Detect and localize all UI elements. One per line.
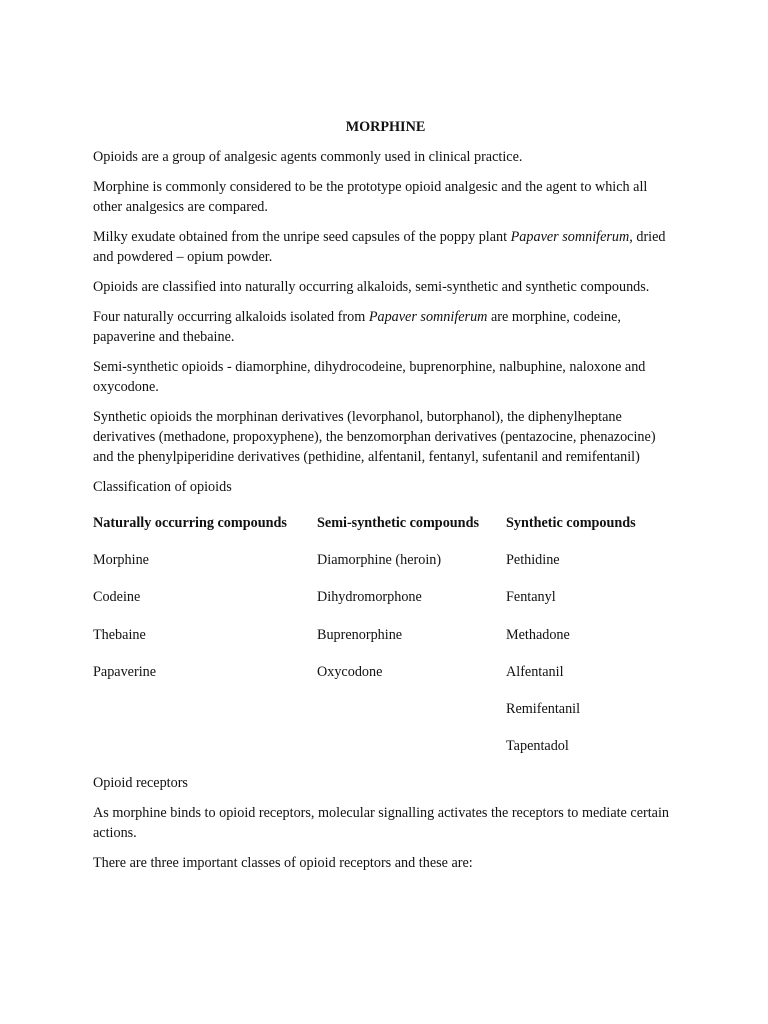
- text-segment: dried and powdered – opium powder.: [93, 229, 666, 265]
- column-header-synthetic: Synthetic compounds: [506, 515, 636, 531]
- table-row: [93, 550, 678, 587]
- text-segment: are morphine, codeine, papaverine and thebaine.: [93, 309, 621, 345]
- paragraph-receptor-classes: There are three important classes of opioid receptors and these are:: [93, 855, 473, 872]
- table-cell: Dihydromorphone: [317, 589, 422, 606]
- text-segment: Milky exudate obtained from the unripe seed capsules of the poppy plant: [93, 229, 511, 245]
- table-row: [93, 736, 678, 773]
- table-row: [93, 625, 678, 662]
- paragraph-semi-synthetic: Semi-synthetic opioids - diamorphine, dihydrocodeine, buprenorphine, nalbuphine, naloxone and oxycodone.: [93, 359, 646, 395]
- italic-species-name: Papaver somniferum: [368, 309, 488, 325]
- paragraph-opium-powder: [93, 227, 678, 267]
- classification-table: [93, 513, 678, 773]
- table-cell: Fentanyl: [506, 589, 556, 606]
- column-header-natural: Naturally occurring compounds: [93, 515, 287, 531]
- paragraph-morphine-prototype: Morphine is commonly considered to be the prototype opioid analgesic and the agent to which all other analgesics are compared.: [93, 179, 648, 215]
- table-cell: Papaverine: [93, 663, 157, 680]
- paragraph-classification-heading: Classification of opioids: [93, 479, 232, 495]
- paragraph-classification-overview: Opioids are classified into naturally occurring alkaloids, semi-synthetic and synthetic compounds.: [93, 279, 650, 295]
- table-cell: Buprenorphine: [317, 626, 403, 643]
- table-cell: Tapentadol: [506, 738, 569, 755]
- paragraph-natural-alkaloids: [93, 307, 678, 347]
- table-cell: Thebaine: [93, 626, 146, 643]
- column-header-semi-synthetic: Semi-synthetic compounds: [317, 515, 479, 531]
- paragraph-synthetic: Synthetic opioids the morphinan derivatives (levorphanol, butorphanol), the diphenylheptane derivatives (methadone, propoxyphene), the benzomorphan derivatives (pentazocine, phenazocine) and the phenylpiperidine derivatives (pethidine, alfentanil, fentanyl, sufentanil and remifentanil): [93, 409, 656, 465]
- paragraph-opioid-receptors-heading: Opioid receptors: [93, 775, 188, 792]
- table-cell: Codeine: [93, 589, 141, 606]
- table-row: [93, 662, 678, 699]
- table-cell: Diamorphine (heroin): [317, 552, 442, 569]
- table-header-row: [93, 513, 678, 550]
- table-cell: Alfentanil: [506, 663, 564, 680]
- text-segment: Four naturally occurring alkaloids isolated from: [93, 309, 369, 325]
- table-cell: Pethidine: [506, 552, 560, 569]
- table-cell: Remifentanil: [506, 700, 581, 717]
- table-cell: Methadone: [506, 626, 570, 643]
- document-title: MORPHINE: [345, 119, 426, 135]
- document-page: [93, 117, 678, 883]
- table-row: [93, 587, 678, 624]
- table-cell: Morphine: [93, 552, 149, 569]
- paragraph-receptor-signalling: As morphine binds to opioid receptors, molecular signalling activates the receptors to mediate certain actions.: [93, 805, 669, 842]
- paragraph-opioids-intro: Opioids are a group of analgesic agents commonly used in clinical practice.: [93, 149, 523, 165]
- italic-species-name: Papaver somniferum,: [510, 229, 633, 245]
- table-row: [93, 699, 678, 736]
- table-cell: Oxycodone: [317, 663, 383, 680]
